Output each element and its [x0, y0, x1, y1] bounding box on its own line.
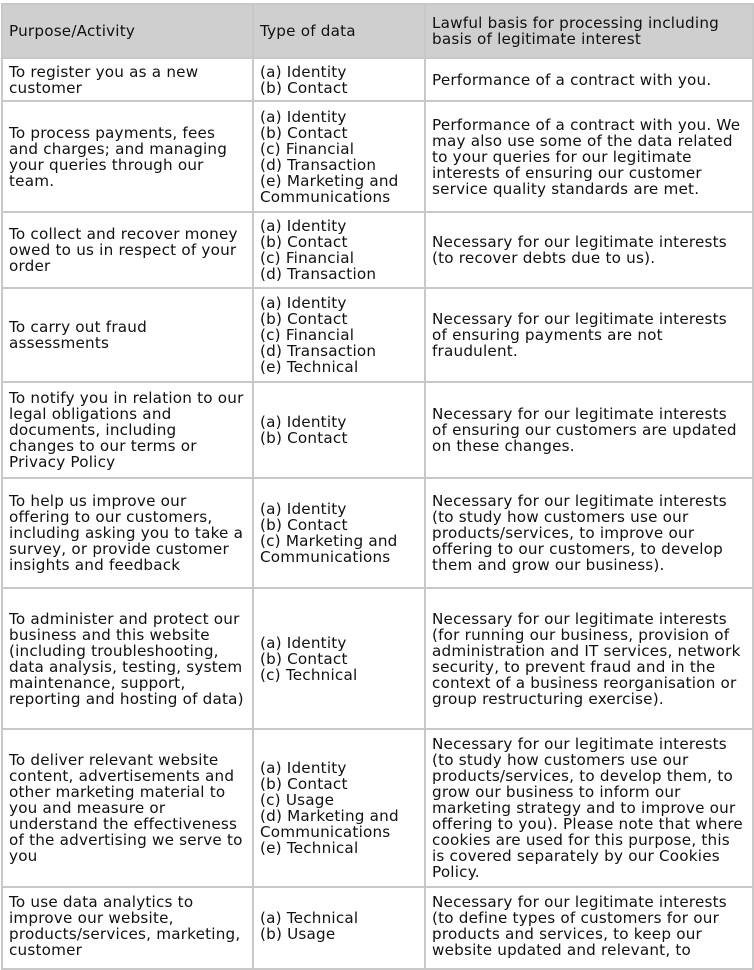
data-type-cell: (a) Identity (b) Contact (c) Financial (d) Transaction (e) Marketing and Communications: [253, 101, 425, 212]
table-row: [2, 101, 753, 212]
table-row: [2, 288, 753, 382]
data-type-cell: (a) Identity (b) Contact (c) Technical: [253, 588, 425, 729]
data-type-cell: (a) Identity (b) Contact: [253, 382, 425, 478]
purpose-cell: To collect and recover money owed to us in respect of your order: [2, 212, 253, 288]
data-type-cell: (a) Identity (b) Contact (c) Financial (d) Transaction (e) Technical: [253, 288, 425, 382]
data-type-cell: (a) Identity (b) Contact (c) Marketing and Communications: [253, 478, 425, 588]
data-type-cell: (a) Identity (b) Contact: [253, 58, 425, 101]
lawful-basis-cell: Necessary for our legitimate interests (to study how customers use our products/services, to improve our offering to our customers, to develop them and grow our business).: [425, 478, 753, 588]
table-row: [2, 887, 753, 969]
lawful-basis-cell: Necessary for our legitimate interests of ensuring payments are not fraudulent.: [425, 288, 753, 382]
purpose-cell: To process payments, fees and charges; and managing your queries through our team.: [2, 101, 253, 212]
data-type-cell: (a) Identity (b) Contact (c) Usage (d) Marketing and Communications (e) Technical: [253, 729, 425, 887]
lawful-basis-cell: Performance of a contract with you. We may also use some of the data related to your queries for our legitimate interests of ensuring our customer service quality standards are met.: [425, 101, 753, 212]
table-row: [2, 729, 753, 887]
purpose-cell: To deliver relevant website content, advertisements and other marketing material to you and measure or understand the effectiveness of the advertising we serve to you: [2, 729, 253, 887]
purpose-cell: To use data analytics to improve our website, products/services, marketing, customer: [2, 887, 253, 969]
lawful-basis-cell: Necessary for our legitimate interests (to recover debts due to us).: [425, 212, 753, 288]
purpose-cell: To register you as a new customer: [2, 58, 253, 101]
lawful-basis-cell: Necessary for our legitimate interests (to study how customers use our products/services, to develop them, to grow our business to inform our marketing strategy and to improve our offering to you). Please note that where cookies are used for this purpose, this is covered separately by our Cookies Policy.: [425, 729, 753, 887]
purpose-cell: To notify you in relation to our legal obligations and documents, including changes to our terms or Privacy Policy: [2, 382, 253, 478]
table-row: [2, 382, 753, 478]
table-row: [2, 212, 753, 288]
lawful-basis-cell: Necessary for our legitimate interests of ensuring our customers are updated on these changes.: [425, 382, 753, 478]
data-type-cell: (a) Technical (b) Usage: [253, 887, 425, 969]
purpose-cell: To help us improve our offering to our customers, including asking you to take a survey, or provide customer insights and feedback: [2, 478, 253, 588]
purpose-cell: To carry out fraud assessments: [2, 288, 253, 382]
purpose-cell: To administer and protect our business and this website (including troubleshooting, data analysis, testing, system maintenance, support, reporting and hosting of data): [2, 588, 253, 729]
lawful-basis-cell: Necessary for our legitimate interests (for running our business, provision of administration and IT services, network security, to prevent fraud and in the context of a business reorganisation or group restructuring exercise).: [425, 588, 753, 729]
table-row: [2, 478, 753, 588]
lawful-basis-cell: Necessary for our legitimate interests (to define types of customers for our products and services, to keep our website updated and relevant, to: [425, 887, 753, 969]
header-purpose: Purpose/Activity: [2, 4, 253, 58]
lawful-basis-cell: Performance of a contract with you.: [425, 58, 753, 101]
table-row: [2, 58, 753, 101]
table-row: [2, 588, 753, 729]
table-header-row: [2, 4, 753, 58]
header-data-type: Type of data: [253, 4, 425, 58]
data-type-cell: (a) Identity (b) Contact (c) Financial (d) Transaction: [253, 212, 425, 288]
header-lawful-basis: Lawful basis for processing including basis of legitimate interest: [425, 4, 753, 58]
data-processing-table: [1, 3, 754, 970]
